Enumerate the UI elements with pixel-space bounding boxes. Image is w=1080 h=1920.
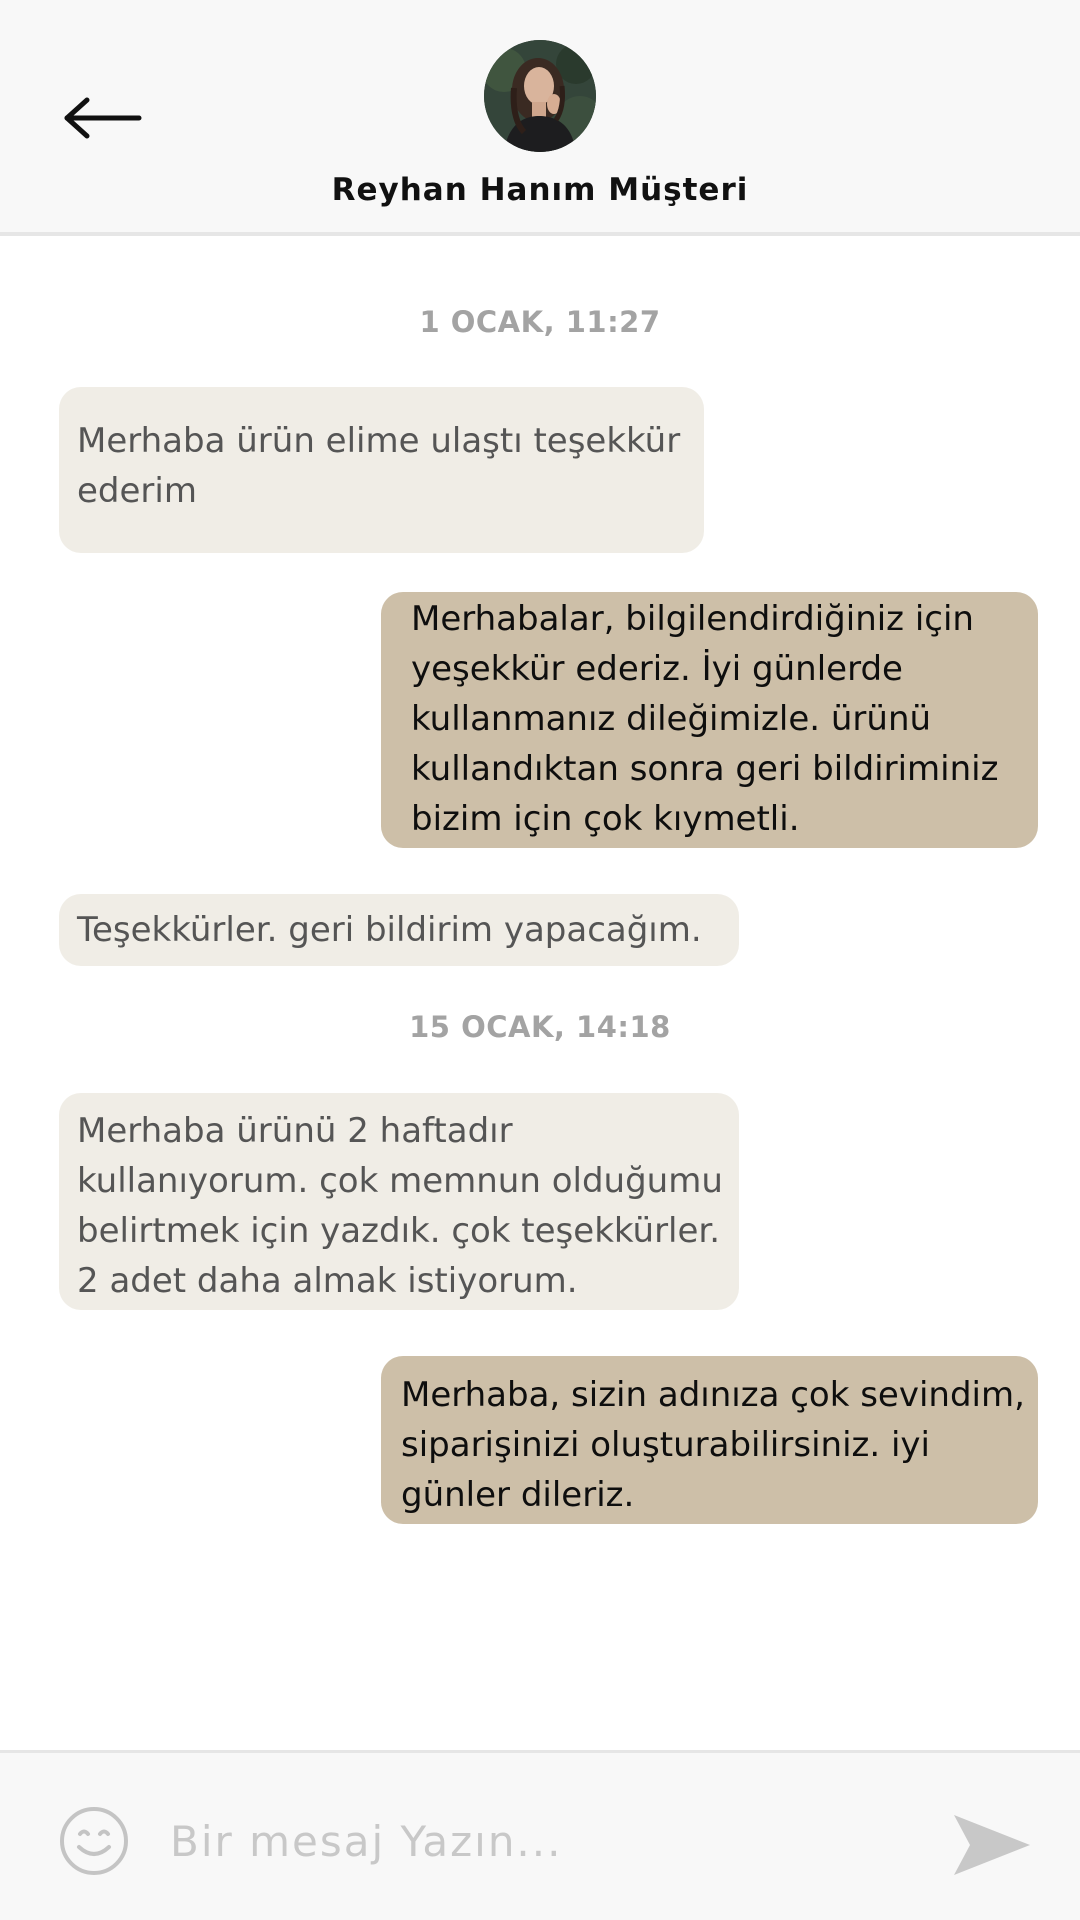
- contact-avatar[interactable]: [484, 40, 596, 152]
- send-icon: [950, 1809, 1034, 1881]
- contact-name: Reyhan Hanım Müşteri: [331, 172, 749, 208]
- send-button[interactable]: [950, 1809, 1034, 1881]
- outgoing-message[interactable]: Merhabalar, bilgilendirdiğiniz için yeşekkür ederiz. İyi günlerde kullanmanız dileğimizle. ürünü kullandıktan sonra geri bildiriminiz bizim için çok kıymetli.: [381, 592, 1038, 848]
- date-separator: 1 OCAK, 11:27: [419, 305, 661, 339]
- outgoing-message[interactable]: Merhaba, sizin adınıza çok sevindim, siparişinizi oluşturabilirsiniz. iyi günler dileriz.: [381, 1356, 1038, 1524]
- message-input[interactable]: [170, 1803, 890, 1879]
- incoming-message[interactable]: Merhaba ürün elime ulaştı teşekkür ederim: [59, 387, 704, 553]
- date-separator: 15 OCAK, 14:18: [409, 1010, 671, 1044]
- message-input-bar: [0, 1750, 1080, 1920]
- chat-header: [0, 0, 1080, 236]
- incoming-message[interactable]: Teşekkürler. geri bildirim yapacağım.: [59, 894, 739, 966]
- arrow-left-icon: [63, 96, 143, 140]
- incoming-message[interactable]: Merhaba ürünü 2 haftadır kullanıyorum. çok memnun olduğumu belirtmek için yazdık. çok teşekkürler. 2 adet daha almak istiyorum.: [59, 1093, 739, 1310]
- emoji-button[interactable]: [58, 1805, 130, 1877]
- smiley-icon: [58, 1805, 130, 1877]
- back-button[interactable]: [60, 88, 146, 148]
